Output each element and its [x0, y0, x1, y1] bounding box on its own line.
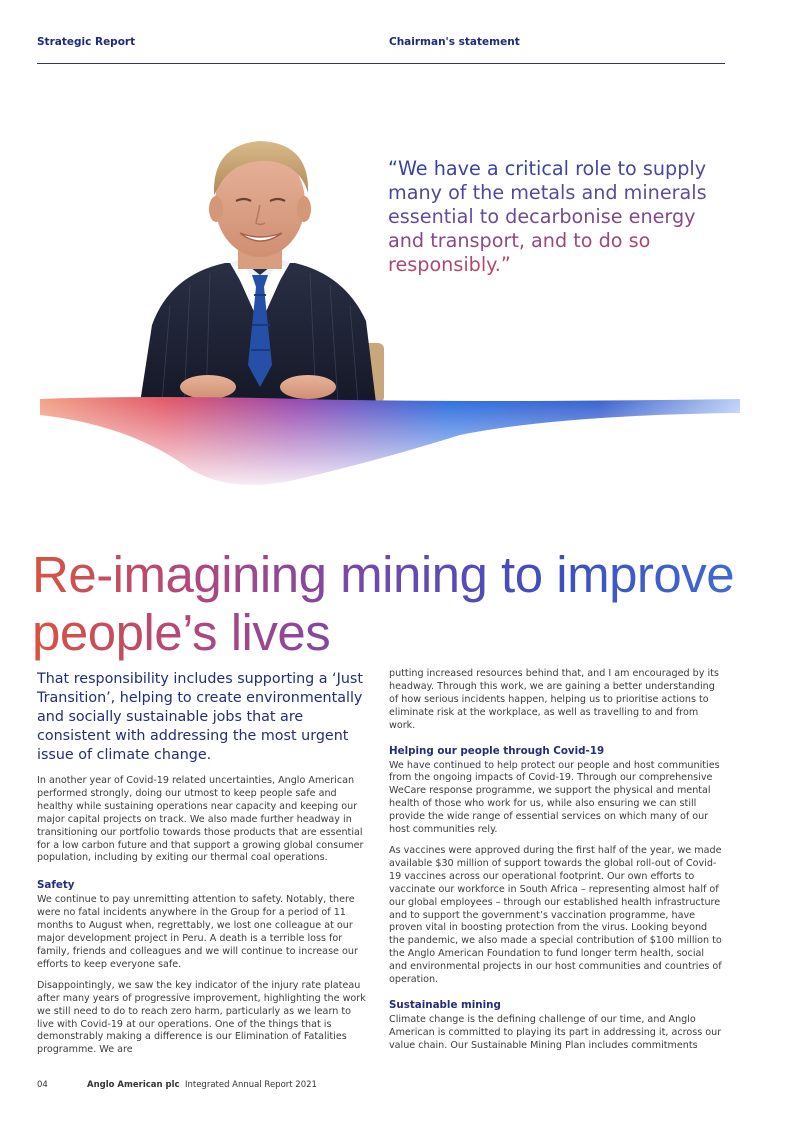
covid-paragraph-2: As vaccines were approved during the first half of the year, we made available $30 million of support towards the global roll-out of Covid-19 vaccines across our operational footprint. Our own efforts to vaccinate our workforce in South Africa – representing almost half of our global employees – through our established health infrastructure and to support the government’s vaccination programme, have proven vital in boosting protection from the virus. Looking beyond the pandemic, we also made a special contribution of $100 million to the Anglo American Foundation to fund longer term health, social and environmental projects in our host communities and countries of operation.	[389, 844, 722, 986]
header-divider	[37, 63, 725, 64]
report-name: Integrated Annual Report 2021	[184, 1080, 317, 1090]
safety-paragraph-1: We continue to pay unremitting attention to safety. Notably, there were no fatal incidents anywhere in the Group for a period of 11 months to August when, regrettably, we lost one colleague at our major development project in Peru. A death is a terrible loss for family, friends and colleagues and we will continue to increase our efforts to keep everyone safe.	[37, 894, 358, 970]
left-column	[37, 668, 367, 1065]
safety-heading: Safety	[37, 879, 75, 892]
sustainable-mining-heading: Sustainable mining	[389, 998, 501, 1011]
covid-paragraph-1: We have continued to help protect our people and host communities from the ongoing impacts of Covid-19. Through our comprehensive WeCare response programme, we support the physical and mental health of those who work for us, while also ensuring we can still provide the wide range of essential services on which many of our host communities rely.	[389, 759, 720, 836]
decorative-color-wave	[40, 385, 740, 495]
lead-paragraph: That responsibility includes supporting a ‘Just Transition’, helping to create environmentally and socially sustainable jobs that are consistent with addressing the most urgent issue of climate change.	[37, 671, 363, 763]
publication-info	[87, 1080, 317, 1090]
pull-quote: “We have a critical role to supply many of the metals and minerals essential to decarbonise energy and transport, and to do so responsibly.”	[388, 157, 728, 277]
page-number: 04	[37, 1080, 48, 1090]
safety-paragraph-2: Disappointingly, we saw the key indicator of the injury rate plateau after many years of progressive improvement, highlighting the work we still need to do to reach zero harm, particularly as we learn to live with Covid-19 at our operations. One of the things that is demonstrably making a difference is our Elimination of Fatalities programme. We are	[37, 979, 366, 1056]
covid-heading: Helping our people through Covid-19	[389, 744, 605, 757]
page-title: Chairman's statement	[389, 36, 520, 48]
sustainable-paragraph-1: Climate change is the defining challenge of our time, and Anglo American is committed to playing its part in addressing it, across our value chain. Our Sustainable Mining Plan includes commitments	[389, 1013, 722, 1051]
company-name: Anglo American plc	[87, 1080, 180, 1090]
continuation-paragraph: putting increased resources behind that, and I am encouraged by its headway. Through this work, we are gaining a better understanding of how serious incidents happen, helping us to prioritise actions to eliminate risk at the workplace, as well as travelling to and from work.	[389, 668, 719, 731]
right-column	[389, 668, 725, 1061]
chairman-portrait	[130, 125, 390, 403]
intro-paragraph: In another year of Covid-19 related uncertainties, Anglo American performed strongly, doing our utmost to keep people safe and healthy while sustaining operations near capacity and keeping our major capital projects on track. We also made further headway in transitioning our portfolio towards those products that are essential for a low carbon future and that support a growing global consumer population, including by exiting our thermal coal operations.	[37, 775, 364, 864]
page-headline: Re-imagining mining to improve people’s lives	[32, 546, 752, 662]
section-label: Strategic Report	[37, 36, 136, 48]
